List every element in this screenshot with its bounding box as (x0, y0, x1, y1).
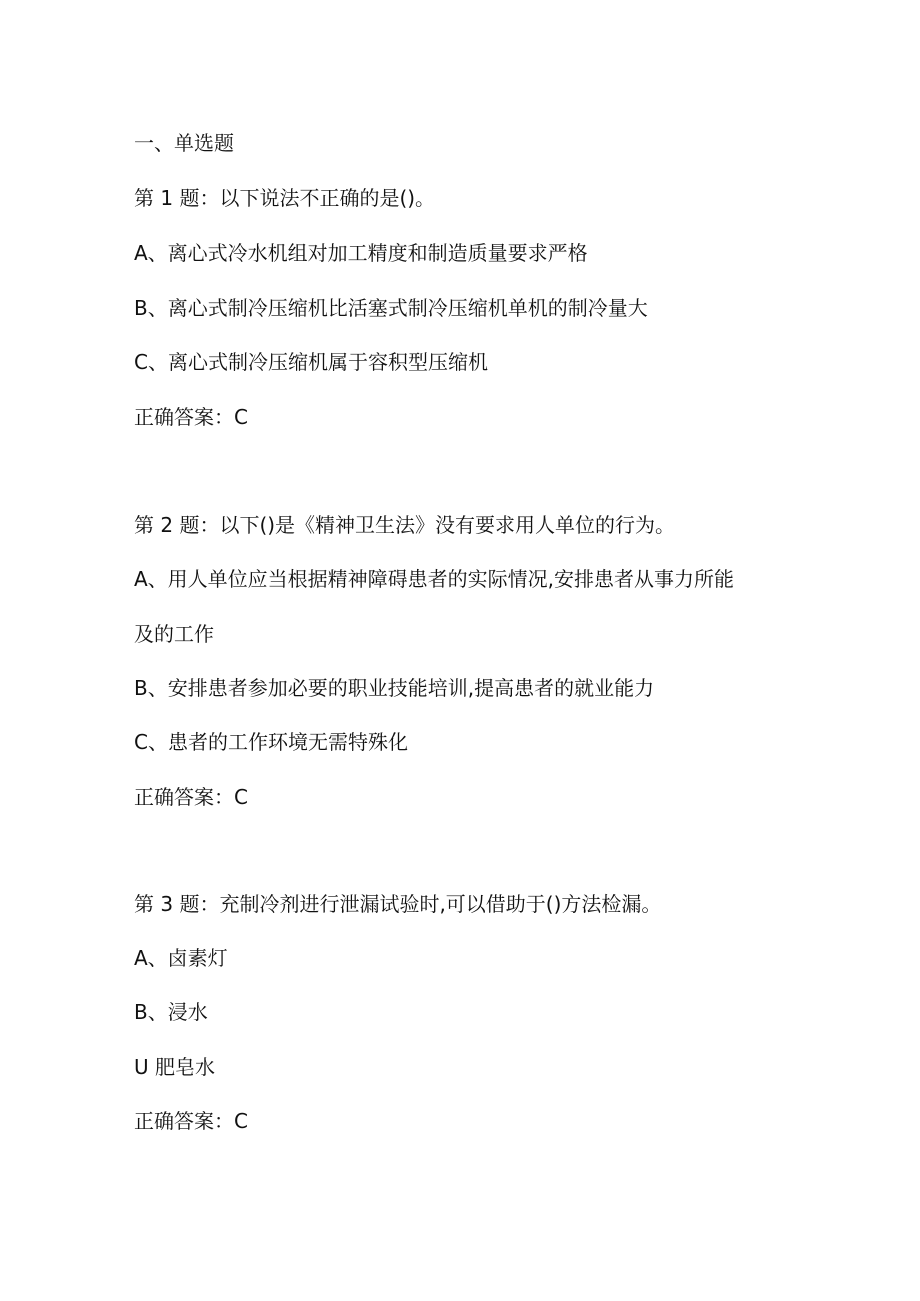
question-2-answer: 正确答案：C (134, 785, 248, 809)
question-2-stem: 第 2 题：以下()是《精神卫生法》没有要求用人单位的行为。 (134, 513, 676, 537)
question-1-answer: 正确答案：C (134, 405, 248, 429)
question-3-stem: 第 3 题：充制冷剂进行泄漏试验时,可以借助于()方法检漏。 (134, 892, 662, 916)
question-3-option-a: A、卤素灯 (134, 946, 228, 970)
question-2-option-c: C、患者的工作环境无需特殊化 (134, 730, 408, 754)
question-2-option-b: B、安排患者参加必要的职业技能培训,提高患者的就业能力 (134, 676, 655, 700)
question-1-option-c: C、离心式制冷压缩机属于容积型压缩机 (134, 350, 488, 374)
question-3-option-b: B、浸水 (134, 1000, 208, 1024)
question-1-option-b: B、离心式制冷压缩机比活塞式制冷压缩机单机的制冷量大 (134, 296, 648, 320)
question-2-option-a: A、用人单位应当根据精神障碍患者的实际情况,安排患者从事力所能 (134, 567, 735, 591)
question-3-option-c: U 肥皂水 (134, 1055, 215, 1079)
question-2-option-a-continued: 及的工作 (134, 622, 214, 646)
question-1-option-a: A、离心式冷水机组对加工精度和制造质量要求严格 (134, 241, 588, 265)
question-3-answer: 正确答案：C (134, 1109, 248, 1133)
question-1-stem: 第 1 题：以下说法不正确的是()。 (134, 186, 436, 210)
section-title: 一、单选题 (134, 131, 234, 155)
